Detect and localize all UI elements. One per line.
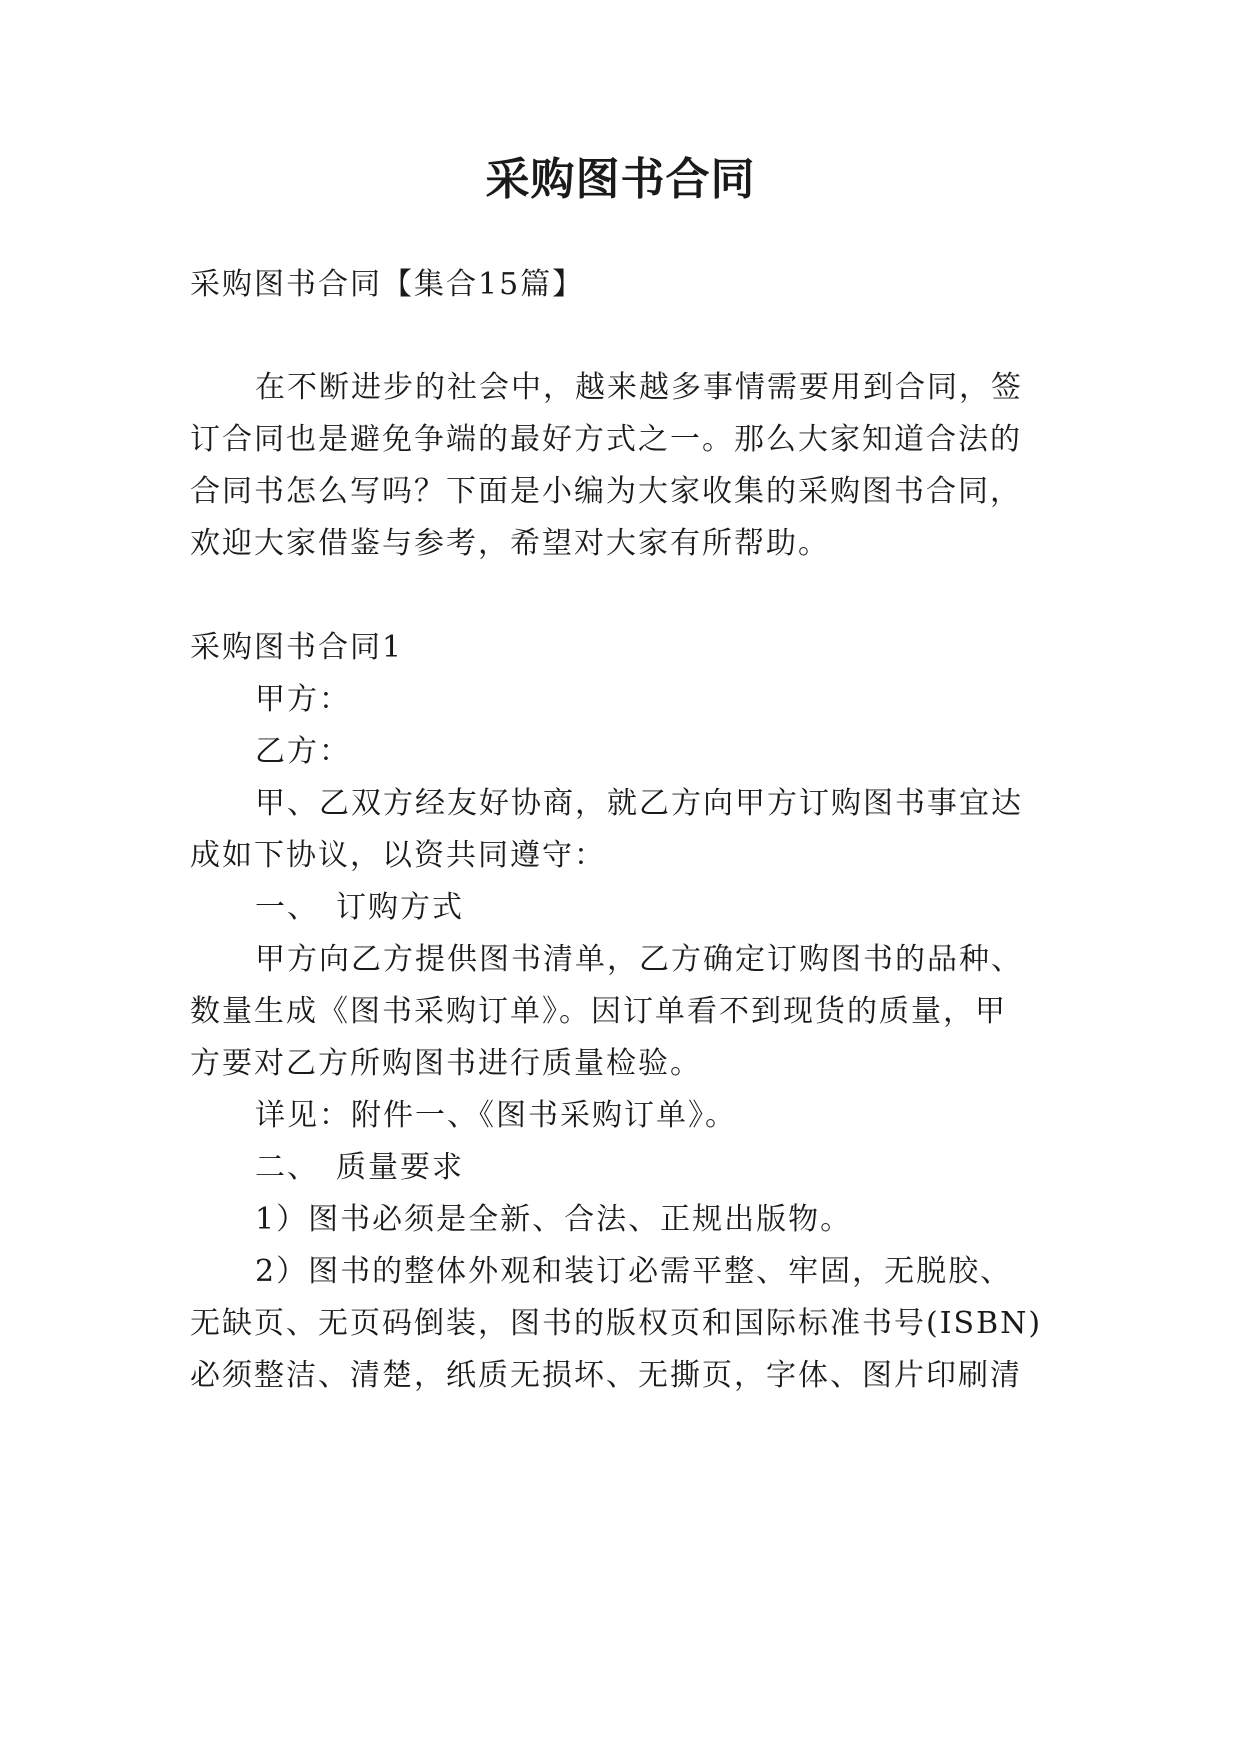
intro-line-3: 合同书怎么写吗？下面是小编为大家收集的采购图书合同，	[190, 474, 1022, 509]
clause1-heading: 一、 订购方式	[255, 890, 464, 925]
intro-line-1: 在不断进步的社会中，越来越多事情需要用到合同，签	[255, 370, 1023, 405]
clause1-line-1: 甲方向乙方提供图书清单，乙方确定订购图书的品种、	[255, 942, 1023, 977]
party-a: 甲方：	[255, 682, 351, 717]
agreement-line-1: 甲、乙双方经友好协商，就乙方向甲方订购图书事宜达	[255, 786, 1023, 821]
party-b: 乙方：	[255, 734, 351, 769]
intro-line-2: 订合同也是避免争端的最好方式之一。那么大家知道合法的	[190, 422, 1022, 457]
clause1-detail: 详见：附件一、《图书采购订单》。	[255, 1098, 737, 1133]
section-heading: 采购图书合同1	[190, 630, 404, 665]
intro-line-4: 欢迎大家借鉴与参考，希望对大家有所帮助。	[190, 526, 830, 561]
document-subtitle: 采购图书合同【集合15篇】	[190, 267, 585, 302]
clause2-item-1: 1）图书必须是全新、合法、正规出版物。	[255, 1202, 853, 1237]
clause2-item-2-line-2: 无缺页、无页码倒装，图书的版权页和国际标准书号(ISBN)	[190, 1306, 1043, 1341]
clause2-item-2-line-3: 必须整洁、清楚，纸质无损坏、无撕页，字体、图片印刷清	[190, 1358, 1022, 1393]
clause1-line-2: 数量生成《图书采购订单》。因订单看不到现货的质量，甲	[190, 994, 1007, 1029]
clause1-line-3: 方要对乙方所购图书进行质量检验。	[190, 1046, 702, 1081]
clause2-heading: 二、 质量要求	[255, 1150, 464, 1185]
document-title: 采购图书合同	[485, 154, 756, 205]
agreement-line-2: 成如下协议，以资共同遵守：	[190, 838, 606, 873]
clause2-item-2-line-1: 2）图书的整体外观和装订必需平整、牢固，无脱胶、	[255, 1254, 1013, 1289]
